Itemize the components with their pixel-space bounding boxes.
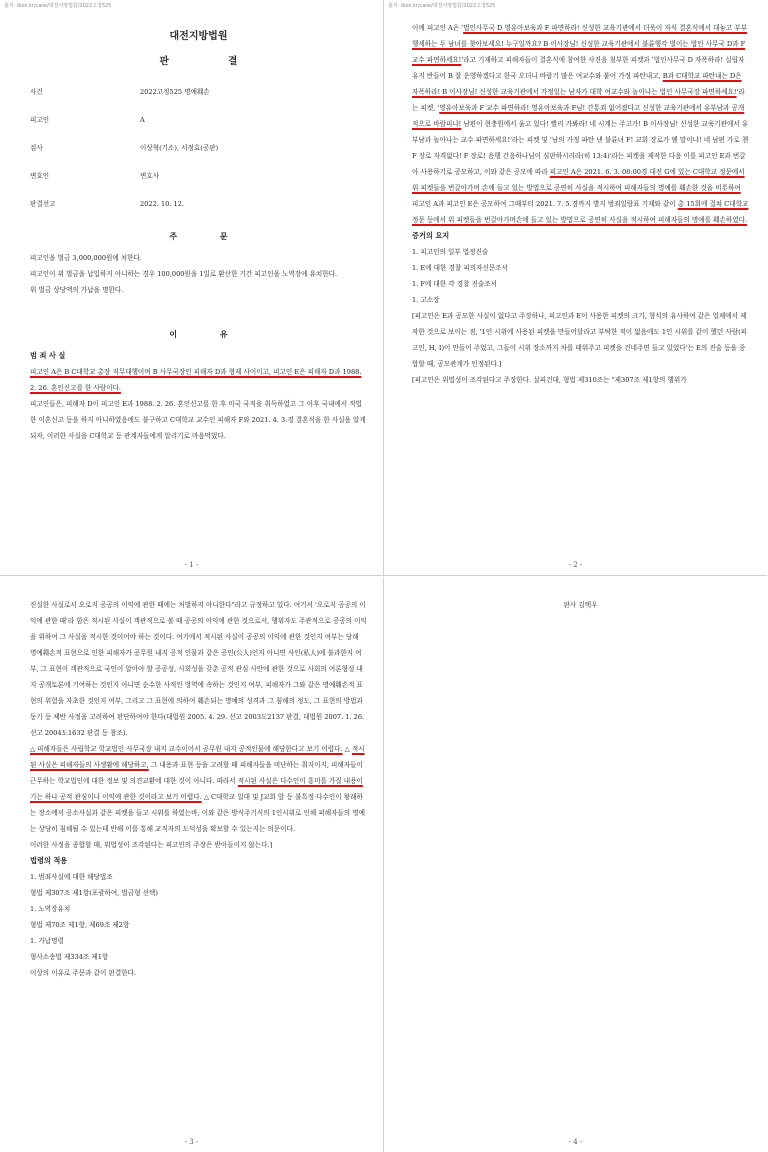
verdict-title: 판 결 <box>159 56 266 67</box>
evidence-note: [피고인은 E과 공모한 사실이 없다고 주장하나, 피고인과 E이 사용한 피켓의 크기, 형식의 유사하여 같은 업체에서 제작한 것으로 보이는 점, '1인 시위에 사용된 피켓을 만들어달라고 부탁한 적이 없음에도 1인 시위를 같이 했던 사람(피고인, H, I)이 만들어 주었고, 그들이 시위 장소까지 차를 태워주고 피켓을 건네주면 들고 있었다'는 E의 진술 등을 종합할 때, 공모관계가 인정된다.] <box>412 312 748 368</box>
info-key: 변호인 <box>30 172 50 180</box>
evidence-item: 1. F에 대한 각 경찰 진술조서 <box>412 280 498 288</box>
order-heading: 주 문 <box>169 231 248 241</box>
legal-reasoning-paragraph <box>30 741 367 837</box>
info-value: 이상혁(기소), 서정효(공판) <box>140 144 219 152</box>
evidence-note: [피고인은 위법성이 조각된다고 주장한다. 살피건대, 형법 제310조는 "제307조 제1항의 행위가 <box>412 376 687 384</box>
law-item: 형법 제307조 제1항(포괄하여, 벌금형 선택) <box>30 889 158 897</box>
info-value: A <box>140 116 145 124</box>
text-segment: △ C대학교 일대 및 J교회 앞 등 불특정·다수인이 왕래하는 장소에서 공소사실과 같은 피켓을 들고 시위를 하였는바, 이와 같은 방식주기식의 1인시위로 인해 피해자들의 명예는 상당히 침해될 수 있는데 반해 이를 통해 교직자의 도덕성을 확보할 수 있는지는 의문이다. <box>30 793 366 833</box>
text-segment: 이에 피고인 A은 ' <box>412 24 464 32</box>
evidence-heading: 증거의 요지 <box>412 231 450 240</box>
info-value: 2022. 10. 12. <box>140 200 185 208</box>
facts-continued-paragraph <box>412 20 749 228</box>
legal-reasoning-paragraph: 진실한 사실로서 오로지 공공의 이익에 관한 때에는 처벌하지 아니한다"라고 규정하고 있다. 여기서 '오로지 공공의 이익에 관한 때'라 함은 적시된 사실이 객관적으로 볼 때 공공의 이익에 관한 것으로서, 행위자도 주관적으로 공공의 이익을 위하여 그 사실을 적시한 것이어야 하는 것이다. 여기에서 적시된 사실이 공공의 이익에 관한 것인지 여부는 당해 명예훼손적 표현으로 인한 피해자가 공무원 내지 공적 인물과 같은 공인(公人)인지 아니면 사인(私人)에 불과한지 여부, 그 표현이 객관적으로 국민이 알아야 할 공공성, 사회성을 갖춘 공적 관심 사안에 관한 것으로 사회의 여론형성 내지 공개토론에 기여하는 것인지 아니면 순수한 사적인 영역에 속하는 것인지 여부, 피해자가 그와 같은 명예훼손적 표현의 위험을 자초한 것인지 여부, 그리고 그 표현에 의하여 훼손되는 명예의 성격과 그 침해의 정도, 그 표현의 방법과 동기 등 제반 사정을 고려하여 판단하여야 한다(대법원 2005. 4. 29. 선고 2003도2137 판결, 대법원 2007. 1. 26. 선고 2004도1632 판결 등 참조). <box>30 601 367 737</box>
judge-signature: 판사 김택우 <box>563 601 598 609</box>
page-number: - 3 - <box>184 1138 199 1146</box>
page-number: - 2 - <box>568 561 583 569</box>
legal-reasoning-paragraph: 이러한 사정을 종합할 때, 위법성이 조각된다는 피고인의 주장은 받아들이지 않는다.] <box>30 841 273 849</box>
law-item: 형사소송법 제334조 제1항 <box>30 953 109 961</box>
highlighted-text: 법인사무국 D 영유아보육과 F 파면하라! 신성한 교육기관에서 더욱이 자식 결혼식에서 대놓고 부부행세하는 두 남녀를 찾아보세요! 누구일까요? B 이사장님! 신성한 교육기관에서 불륜행각 벌이는 법인 사무국 D과 F 교수 파면하세요! <box>412 24 748 64</box>
document-page-2 <box>384 0 767 576</box>
order-line: 피고인을 벌금 3,000,000원에 처한다. <box>30 254 143 262</box>
evidence-item: 1. 피고인의 일부 법정진술 <box>412 248 489 256</box>
highlighted-text: 적시된 사실은 다수인이 흥미를 가질 내용이기는 하나 공적 관심이나 이익에 관한 것이라고 보기 어렵다. <box>30 777 363 801</box>
source-header: 출처: lbox.kr/case/대전지방법원/2022고정525 <box>4 3 112 9</box>
evidence-item: 1. 고소장 <box>412 296 440 304</box>
page-number: - 4 - <box>568 1138 583 1146</box>
text-segment: '라는 피켓, ' <box>412 88 745 112</box>
document-page-1 <box>0 0 384 576</box>
info-row <box>30 190 367 218</box>
text-segment: △ <box>342 745 352 753</box>
info-row <box>30 78 367 106</box>
law-item: 1. 가납명령 <box>30 937 64 945</box>
info-key: 피고인 <box>30 116 50 124</box>
page-body <box>30 597 367 981</box>
info-row <box>30 106 367 134</box>
highlighted-text: 피고인 A은 2021. 6. 3. 08:00경 대전 G에 있는 C대학교 정문에서 위 피켓들을 번갈아가며 손에 들고 있는 방법으로 공연히 사실을 적시하여 피해자들의 명예를 훼손한 것을 비롯하여 <box>412 168 745 192</box>
info-row <box>30 162 367 190</box>
law-item: 1. 범죄사실에 대한 해당법조 <box>30 873 113 881</box>
info-key: 검사 <box>30 144 43 152</box>
highlighted-text: 총 15회에 걸쳐 C대학교 정문 등에서 위 피켓들을 번갈아가며손에 들고 있는 방법으로 공연히 사실을 적시하여 피해자들의 명예를 훼손하였다. <box>412 200 749 224</box>
text-segment: 남편이 현충원에서 울고 있다! 빨리 가봐라! 네 시계는 주고가! B 이사장님! 신성한 교육기관에서 유부남과 놀아나는 교수 파면하세요!'라는 피켓 및 '남의 가정 파탄 낸 불륜녀 F! 교회 장로가 웬 말이냐! 네 남편 가로 챈 F 장로 자격없다! F 장로! 음행 간음하나님이 심판하시리라(히 13:4)'라는 피켓을 제작한 다음 이를 피고인 E과 번갈아 사용하기로 공모하고, 이와 같은 공모에 따라 <box>412 120 749 176</box>
law-item: 형법 제70조 제1항, 제69조 제2항 <box>30 921 130 929</box>
source-header: 출처: lbox.kr/case/대전지방법원/2022고정525 <box>388 3 496 9</box>
facts-paragraph: 피고인들은, 피해자 D이 피고인 E과 1988. 2. 26. 혼인신고를 한 후 미국 국적을 취득하였고 그 이후 국내에서 적법한 이혼신고 등을 하지 아니하였음에도 불구하고 C대학교 교수인 피해자 F와 2021. 4. 3.경 결혼식을 한 사실을 알게 되자, 이러한 사실을 C대학교 등 관계자들에게 알리기로 마음먹었다. <box>30 400 366 440</box>
order-line: 피고인이 위 벌금을 납입하지 아니하는 경우 100,000원을 1일로 환산한 기간 피고인을 노역장에 유치한다. <box>30 270 338 278</box>
evidence-item: 1. E에 대한 경찰 피의자신문조서 <box>412 264 508 272</box>
highlighted-text: 영유아보육과 F 교수 파면하라! 영유아보육과 F님! 간통죄 없어졌다고 신성한 교육기관에서 유부남과 공개적으로 바람피냐! <box>412 104 745 128</box>
page-number: - 1 - <box>184 561 199 569</box>
highlighted-text: 피고인 A은 B C대학교 총장 직무대행이며 B 사무국장인 피해자 D과 형제 사이이고, 피고인 E은 피해자 D과 1988. 2. 26. 혼인신고를 한 사람이다. <box>30 368 362 392</box>
document-page-4 <box>384 577 767 1152</box>
facts-heading: 범 죄 사 실 <box>30 351 66 360</box>
facts-paragraph <box>30 364 367 396</box>
page-body <box>412 597 749 613</box>
case-info <box>30 78 367 218</box>
info-value: 2022고정525 명예훼손 <box>140 88 210 96</box>
order-line: 위 벌금 상당액의 가납을 명한다. <box>30 286 124 294</box>
text-segment: '라고 기재하고 피해자들이 결혼식에 참여한 사진을 첨부한 피켓과 '법인사무국 D 자폭하라! 실립자 유지 반들어 B 잘 운영하겠다고 한국 오더니 바람기 많은 여교수와 붙어 가정 파탄내고, <box>412 56 745 80</box>
document-page-3 <box>0 577 384 1152</box>
highlighted-text: B과 C대학교 파탄내는 D은 자폭하라! B 이사장님! 신성한 교육기관에서 가정있는 남자가 대학 여교수와 놀아나는 법인 사무국장 파면하세요! <box>412 72 742 96</box>
info-key: 사건 <box>30 88 43 96</box>
court-name: 대전지방법원 <box>169 31 228 42</box>
info-key: 판결선고 <box>30 200 56 208</box>
reason-heading: 이 유 <box>169 329 248 339</box>
text-segment: 그 내용과 표현 등을 고려할 때 피해자들을 비난하는 취지이지, 피해자들이 근무하는 학교법인에 대한 정보 및 의견교환에 대한 것이 아니다. 따라서 <box>30 761 363 785</box>
text-segment: 피고인 A과 피고인 E은 공모하여 그때부터 2021. 7. 5.경까지 별지 범죄일람표 기재와 같이 <box>412 200 678 208</box>
highlighted-text: △ 피해자들은 사립학교 학교법인 사무국장 내지 교수이어서 공무원 내지 공적인물에 해당한다고 보기 어렵다. <box>30 745 343 753</box>
law-item: 1. 노역장유치 <box>30 905 71 913</box>
info-row <box>30 134 367 162</box>
page-body <box>30 20 367 444</box>
page-body <box>412 20 749 388</box>
highlighted-text: 적시된 사실은 피해자들의 사생활에 해당하고, <box>30 745 365 769</box>
info-value: 변호사 <box>140 172 160 180</box>
law-heading: 법령의 적용 <box>30 856 68 865</box>
closing-statement: 이상의 이유로 주문과 같이 판결한다. <box>30 969 137 977</box>
